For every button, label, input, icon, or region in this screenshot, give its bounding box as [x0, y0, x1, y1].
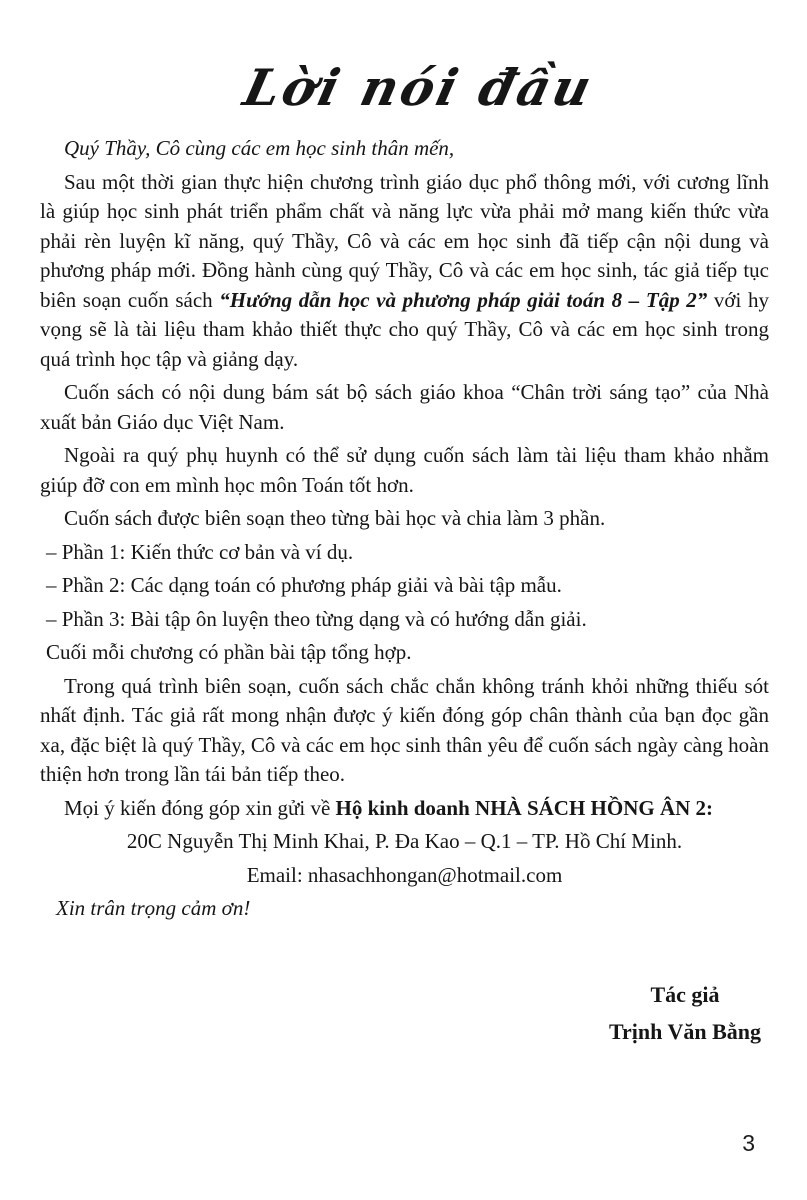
paragraph-intro-pre: Sau một thời gian thực hiện chương trình giáo dục phổ thông mới, với cương lĩnh là giúp học sinh phát triển phẩm chất và năng lực vừa phải mở mang kiến thức vừa phải rèn luyện kĩ năng, quý Thầy, Cô và các em học sinh đã tiếp cận nội dung và phương pháp mới. Đồng hành cùng quý Thầy, Cô và các em học sinh, tác giả tiếp tục biên soạn cuốn sách: [40, 169, 769, 312]
paragraph-intro: [40, 168, 769, 375]
email-line: Email: nhasachhongan@hotmail.com: [246, 862, 563, 887]
salutation-line: Quý Thầy, Cô cùng các em học sinh thân mến,: [64, 136, 455, 160]
contact-pre-text: Mọi ý kiến đóng góp xin gửi về: [64, 795, 336, 820]
signature-name: Trịnh Văn Bằng: [608, 1019, 761, 1044]
bookstore-name: Hộ kinh doanh NHÀ SÁCH HỒNG ÂN 2:: [335, 795, 714, 820]
page-title-wrap: [0, 58, 807, 117]
preface-content: [40, 134, 769, 928]
page-number: 3: [742, 1130, 755, 1156]
paragraph-intro-post: với hy vọng sẽ là tài liệu tham khảo thiết thực cho quý Thầy, Cô và các em học sinh trong quá trình học tập và giảng dạy.: [40, 287, 769, 371]
list-item-part-3: – Phần 3: Bài tập ôn luyện theo từng dạng và có hướng dẫn giải.: [46, 606, 587, 631]
page-title: Lời nói đầu: [237, 58, 600, 117]
signature-role: Tác giả: [650, 982, 720, 1007]
address-line: 20C Nguyễn Thị Minh Khai, P. Đa Kao – Q.1 – TP. Hồ Chí Minh.: [126, 829, 683, 853]
paragraph-structure: Cuốn sách được biên soạn theo từng bài học và chia làm 3 phần.: [64, 506, 606, 530]
paragraph-feedback: Trong quá trình biên soạn, cuốn sách chắc chắn không tránh khỏi những thiếu sót nhất định. Tác giả rất mong nhận được ý kiến đóng góp chân thành của bạn đọc gần xa, đặc biệt là quý Thầy, Cô và các em học sinh thân yêu để cuốn sách ngày càng hoàn thiện hơn trong lần tái bản tiếp theo.: [40, 673, 769, 786]
paragraph-chapter-summary: Cuối mỗi chương có phần bài tập tổng hợp.: [46, 640, 412, 664]
signature-block: [609, 976, 761, 1050]
paragraph-textbook-alignment: Cuốn sách có nội dung bám sát bộ sách giáo khoa “Chân trời sáng tạo” của Nhà xuất bản Giáo dục Việt Nam.: [40, 380, 769, 434]
book-title-text: “Hướng dẫn học và phương pháp giải toán 8 – Tập 2”: [219, 287, 708, 312]
list-item-part-2: – Phần 2: Các dạng toán có phương pháp giải và bài tập mẫu.: [46, 573, 562, 597]
closing-line: Xin trân trọng cảm ơn!: [56, 896, 251, 920]
list-item-part-1: – Phần 1: Kiến thức cơ bản và ví dụ.: [46, 539, 354, 564]
paragraph-contact: [40, 794, 769, 824]
paragraph-parents: Ngoài ra quý phụ huynh có thể sử dụng cuốn sách làm tài liệu tham khảo nhằm giúp đỡ con em mình học môn Toán tốt hơn.: [40, 443, 769, 497]
